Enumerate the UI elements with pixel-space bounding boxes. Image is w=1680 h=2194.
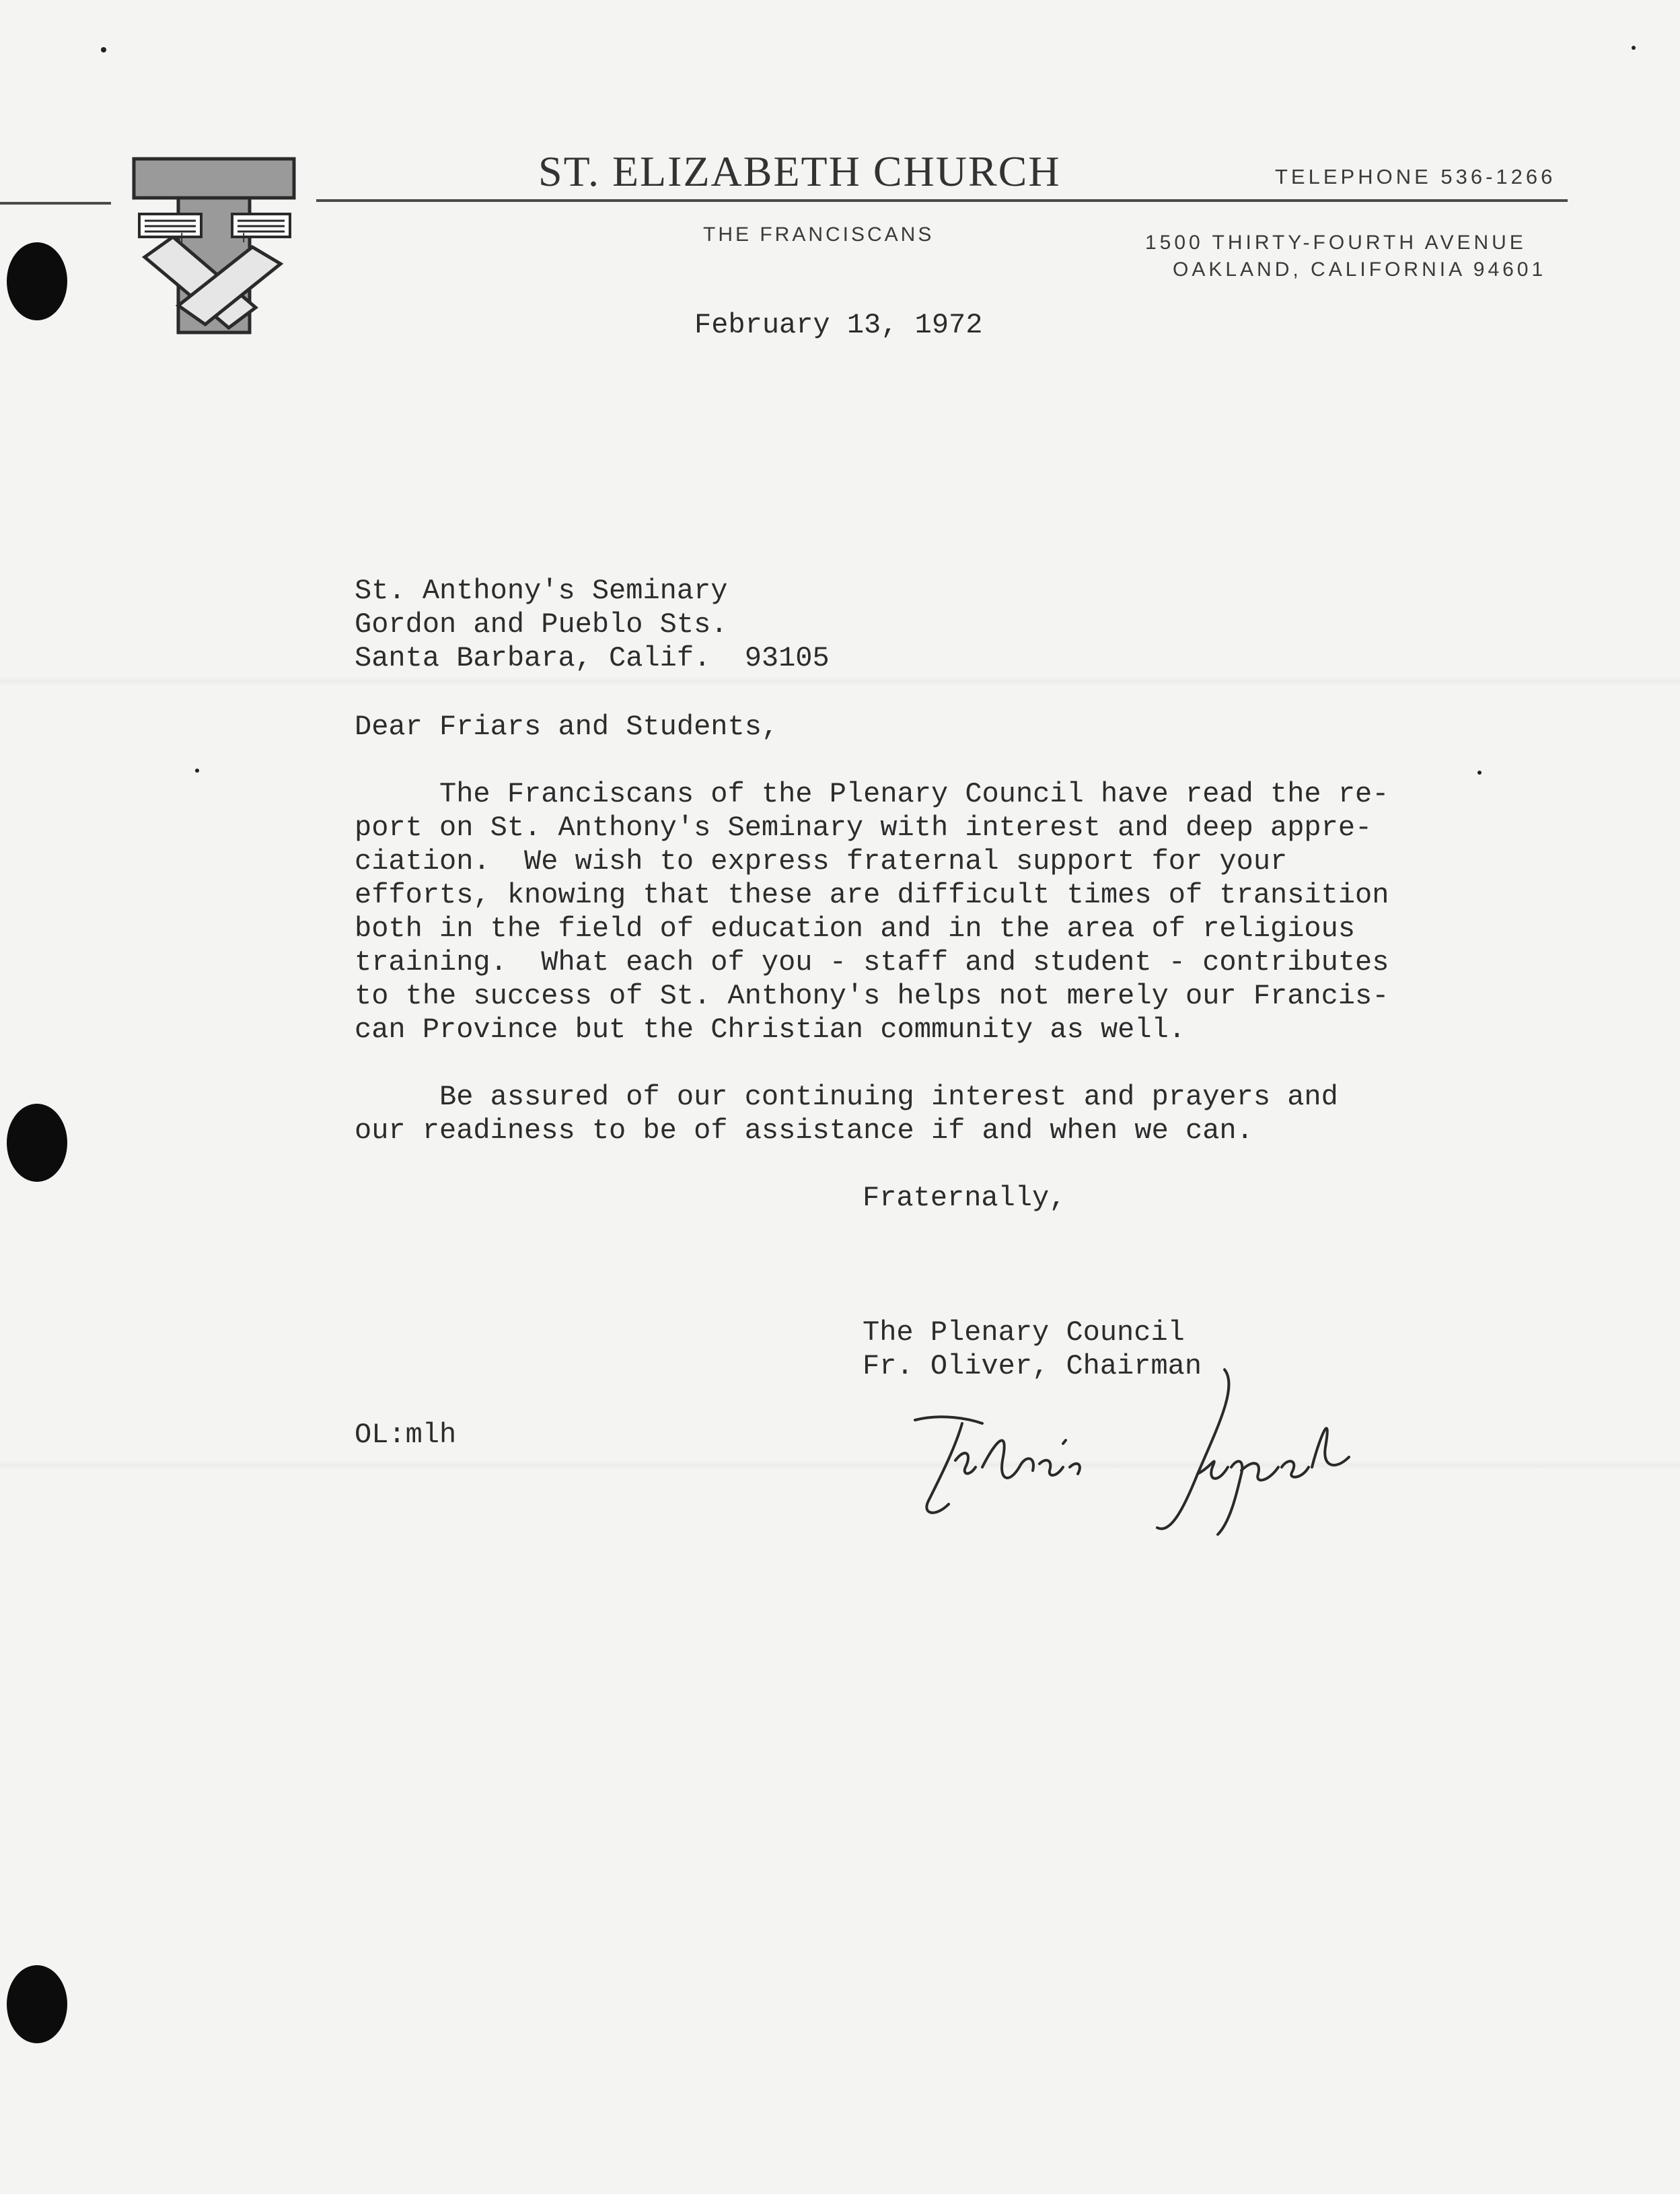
- recipient-line: Gordon and Pueblo Sts.: [355, 608, 728, 641]
- svg-text:+: +: [238, 229, 250, 246]
- signer-organization: The Plenary Council: [863, 1316, 1185, 1349]
- church-address-city: OAKLAND, CALIFORNIA 94601: [1173, 258, 1547, 281]
- punch-hole-middle: [7, 1104, 67, 1182]
- church-name: ST. ELIZABETH CHURCH: [538, 147, 1061, 195]
- recipient-line: St. Anthony's Seminary: [355, 575, 728, 607]
- closing: Fraternally,: [863, 1182, 1066, 1214]
- paper-fold-lower: [0, 1460, 1680, 1470]
- paragraph-line: training. What each of you - staff and student - contributes: [355, 946, 1389, 979]
- paragraph-line: to the success of St. Anthony's helps not merely our Francis-: [355, 980, 1389, 1012]
- paragraph-line: both in the field of education and in the area of religious: [355, 913, 1356, 945]
- paper-fold-upper: [0, 676, 1680, 686]
- handwritten-signature: [902, 1366, 1386, 1548]
- letterhead-subtitle: THE FRANCISCANS: [703, 223, 935, 246]
- reference-initials: OL:mlh: [355, 1419, 457, 1451]
- letter-date: February 13, 1972: [694, 309, 983, 341]
- svg-text:+: +: [176, 229, 188, 246]
- paper-speck: [1632, 46, 1636, 50]
- salutation: Dear Friars and Students,: [355, 711, 779, 743]
- paper-speck: [101, 47, 106, 52]
- church-address-street: 1500 THIRTY-FOURTH AVENUE: [1145, 232, 1527, 254]
- paragraph-line: ciation. We wish to express fraternal support for your: [355, 845, 1288, 878]
- paper-speck: [1477, 771, 1482, 775]
- paragraph-line: port on St. Anthony's Seminary with interest and deep appre-: [355, 812, 1373, 844]
- paragraph-line: our readiness to be of assistance if and when we can.: [355, 1114, 1253, 1147]
- signer-name: Fr. Oliver, Chairman: [863, 1350, 1202, 1382]
- paragraph-line: Be assured of our continuing interest and prayers and: [355, 1081, 1338, 1113]
- paragraph-line: efforts, knowing that these are difficult times of transition: [355, 879, 1389, 911]
- paragraph-line: The Franciscans of the Plenary Council have read the re-: [355, 778, 1389, 810]
- punch-hole-top: [7, 242, 67, 320]
- punch-hole-bottom: [7, 1965, 67, 2043]
- franciscan-tau-cross-icon: [131, 156, 299, 335]
- church-telephone: TELEPHONE 536-1266: [1275, 165, 1556, 188]
- recipient-line: Santa Barbara, Calif. 93105: [355, 642, 830, 674]
- paper-speck: [195, 769, 199, 773]
- letterhead-rule-left: [0, 202, 111, 205]
- paragraph-line: can Province but the Christian community as well.: [355, 1014, 1186, 1046]
- letterhead-rule-right: [316, 199, 1568, 202]
